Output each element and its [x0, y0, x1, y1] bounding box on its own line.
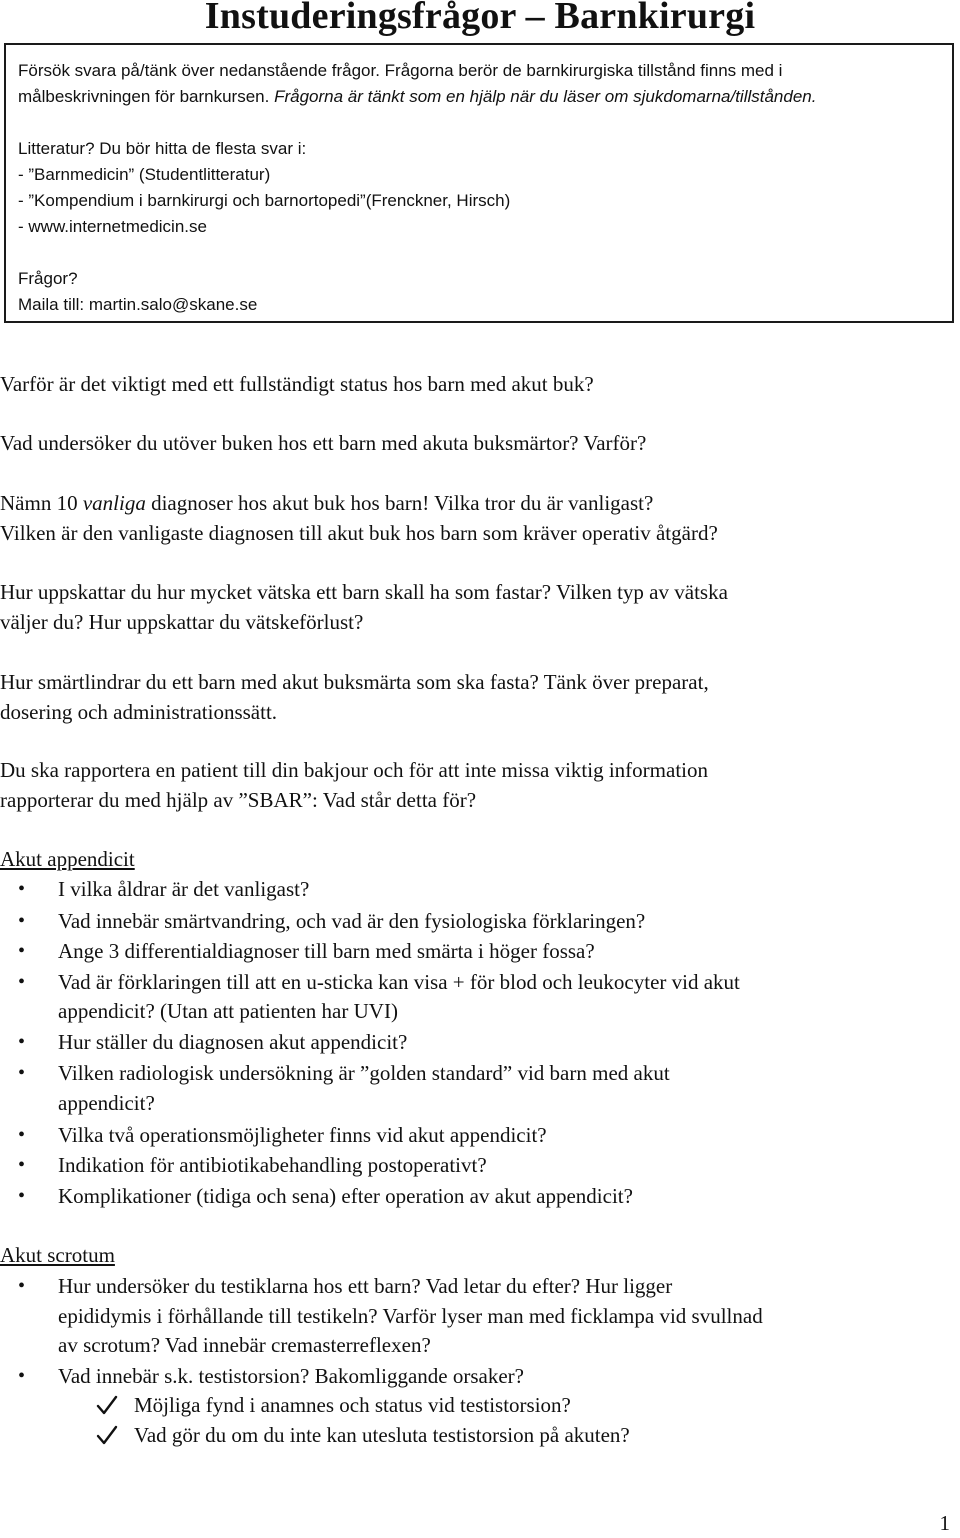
- bullet-dot: •: [18, 1062, 26, 1084]
- bullet-dot: •: [18, 1365, 26, 1387]
- checkmark-icon: [96, 1394, 118, 1416]
- info-box: [4, 43, 954, 323]
- question-7-line-1: Du ska rapportera en patient till din bakjour och för att inte missa viktig information: [0, 758, 708, 782]
- contact-email: Maila till: martin.salo@skane.se: [18, 295, 258, 314]
- intro-line-1: Försök svara på/tänk över nedanstående frågor. Frågorna berör de barnkirurgiska tillstånd finns med i: [18, 61, 783, 80]
- literature-item: - ”Barnmedicin” (Studentlitteratur): [18, 165, 271, 184]
- question-5-line-1: Hur uppskattar du hur mycket vätska ett barn skall ha som fastar? Vilken typ av vätska: [0, 580, 728, 604]
- checklist-item: Vad gör du om du inte kan utesluta testistorsion på akuten?: [134, 1423, 630, 1447]
- list-item-continuation: appendicit?: [58, 1091, 155, 1115]
- literature-line: [18, 136, 306, 162]
- questions-label: Frågor?: [18, 269, 78, 288]
- question-2: Vad undersöker du utöver buken hos ett barn med akuta buksmärtor? Varför?: [0, 431, 647, 455]
- question-4: Vilken är den vanligaste diagnosen till akut buk hos barn som kräver operativ åtgärd?: [0, 521, 718, 545]
- question-6-line-2: dosering och administrationssätt.: [0, 700, 278, 724]
- question-3-emphasis: vanliga: [82, 491, 146, 515]
- checkmark-icon: [96, 1424, 118, 1446]
- list-item: Komplikationer (tidiga och sena) efter operation av akut appendicit?: [58, 1184, 633, 1208]
- intro-line-2: [18, 84, 816, 110]
- bullet-dot: •: [18, 1275, 26, 1297]
- list-item: Hur undersöker du testiklarna hos ett barn? Vad letar du efter? Hur ligger: [58, 1274, 673, 1298]
- bullet-dot: •: [18, 1124, 26, 1146]
- bullet-dot: •: [18, 971, 26, 993]
- checklist-item: Möjliga fynd i anamnes och status vid testistorsion?: [134, 1393, 571, 1417]
- section-heading-scrotum: Akut scrotum: [0, 1243, 115, 1267]
- bullet-dot: •: [18, 1154, 26, 1176]
- question-3: [0, 488, 653, 518]
- bullet-dot: •: [18, 910, 26, 932]
- list-item: Indikation för antibiotikabehandling postoperativt?: [58, 1153, 487, 1177]
- intro-line-2-italic: Frågorna är tänkt som en hjälp när du läser om sjukdomarna/tillstånden.: [274, 87, 817, 106]
- page-number: 1: [939, 1511, 950, 1535]
- list-item: Vilken radiologisk undersökning är ”golden standard” vid barn med akut: [58, 1061, 670, 1085]
- section-heading-appendicit: Akut appendicit: [0, 847, 135, 871]
- bullet-dot: •: [18, 1031, 26, 1053]
- question-3-post: diagnoser hos akut buk hos barn! Vilka tror du är vanligast?: [145, 491, 654, 515]
- list-item: Ange 3 differentialdiagnoser till barn med smärta i höger fossa?: [58, 939, 595, 963]
- page-title: Instuderingsfrågor – Barnkirurgi: [204, 0, 756, 37]
- list-item: Hur ställer du diagnosen akut appendicit?: [58, 1030, 408, 1054]
- literature-text: Du bör hitta de flesta svar i:: [94, 139, 307, 158]
- list-item-continuation: av scrotum? Vad innebär cremasterreflexen?: [58, 1333, 431, 1357]
- list-item: Vad innebär s.k. testistorsion? Bakomliggande orsaker?: [58, 1364, 524, 1388]
- literature-label: Litteratur?: [18, 139, 95, 158]
- bullet-dot: •: [18, 878, 26, 900]
- list-item: I vilka åldrar är det vanligast?: [58, 877, 310, 901]
- question-1: Varför är det viktigt med ett fullständigt status hos barn med akut buk?: [0, 372, 594, 396]
- bullet-dot: •: [18, 1185, 26, 1207]
- question-3-pre: Nämn 10: [0, 491, 83, 515]
- list-item: Vilka två operationsmöjligheter finns vid akut appendicit?: [58, 1123, 547, 1147]
- intro-line-2-plain: målbeskrivningen för barnkursen.: [18, 87, 275, 106]
- list-item-continuation: epididymis i förhållande till testikeln? Varför lyser man med ficklampa vid svullnad: [58, 1304, 763, 1328]
- list-item-continuation: appendicit? (Utan att patienten har UVI): [58, 999, 398, 1023]
- list-item: Vad innebär smärtvandring, och vad är den fysiologiska förklaringen?: [58, 909, 646, 933]
- list-item: Vad är förklaringen till att en u-sticka kan visa + för blod och leukocyter vid akut: [58, 970, 740, 994]
- question-7-line-2: rapporterar du med hjälp av ”SBAR”: Vad står detta för?: [0, 788, 477, 812]
- literature-item: - www.internetmedicin.se: [18, 217, 207, 236]
- literature-item: - ”Kompendium i barnkirurgi och barnortopedi”(Frenckner, Hirsch): [18, 191, 511, 210]
- bullet-dot: •: [18, 940, 26, 962]
- question-5-line-2: väljer du? Hur uppskattar du vätskeförlust?: [0, 610, 364, 634]
- question-6-line-1: Hur smärtlindrar du ett barn med akut buksmärta som ska fasta? Tänk över preparat,: [0, 670, 709, 694]
